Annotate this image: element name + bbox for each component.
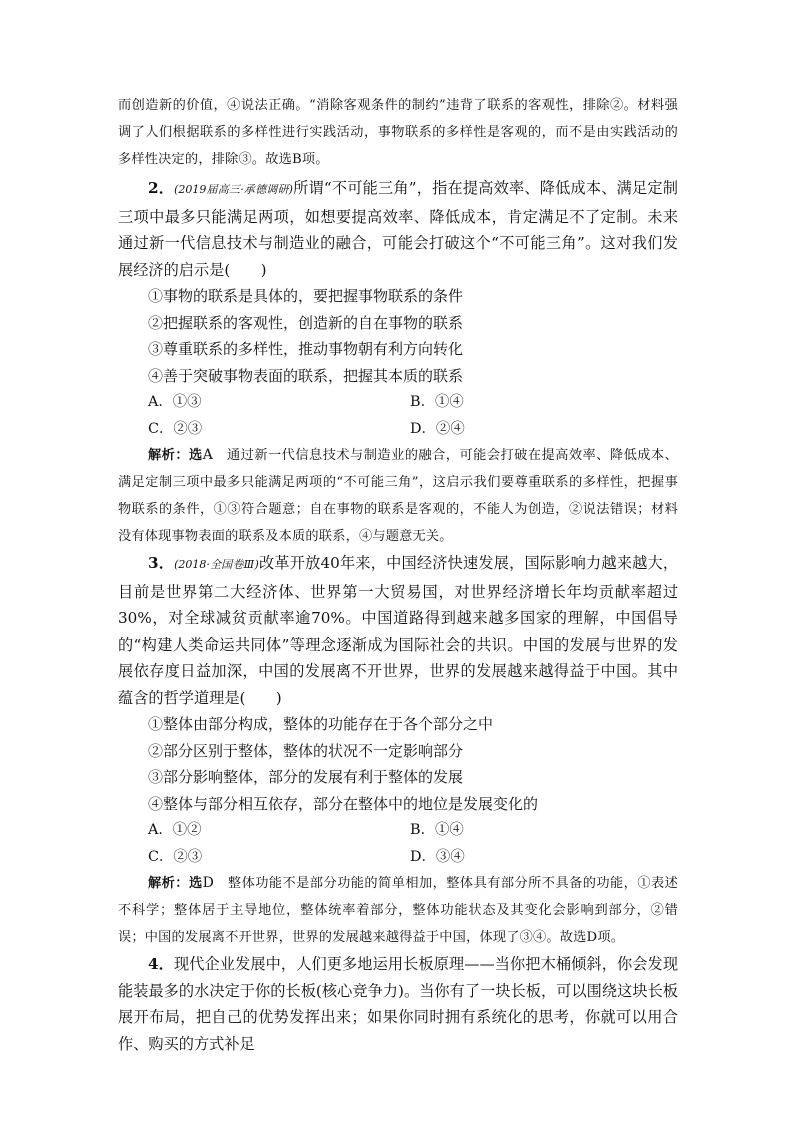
choice-b: B．①④ [410, 394, 464, 410]
option-statement: ①整体由部分构成，整体的功能存在于各个部分之中 [148, 715, 494, 733]
answer-choices [118, 817, 678, 870]
option-statement: ①事物的联系是具体的，要把握事物联系的条件 [148, 287, 464, 305]
question-3 [118, 550, 678, 951]
analysis [118, 442, 678, 550]
question-source: (2019届高三·承德调研) [174, 183, 293, 196]
analysis-text: 整体功能不是部分功能的简单相加，整体具有部分所不具备的功能，①表述不科学；整体居于主导地位，整体统率着部分，整体功能状态及其变化会影响到部分，②错误；中国的发展离不开世界，世界的发展越来越得益于中国，体现了③④。故选D项。 [118, 876, 678, 945]
previous-explanation: 而创造新的价值，④说法正确。“消除客观条件的制约”违背了联系的客观性，排除②。材料强调了人们根据联系的多样性进行实践活动，事物联系的多样性是客观的，而不是由实践活动的多样性决定的，排除③。故选B项。 [118, 98, 678, 167]
question-2-stem [118, 175, 678, 283]
question-4-stem [118, 951, 678, 1057]
question-text: 所谓“不可能三角”，指在提高效率、降低成本、满足定制三项中最多只能满足两项，如想要提高效率、降低成本，肯定满足不了定制。未来通过新一代信息技术与制造业的融合，可能会打破这个“不可能三角”。这对我们发展经济的启示是( ) [118, 179, 678, 279]
question-3-stem [118, 550, 678, 711]
option-statement: ②部分区别于整体，整体的状况不一定影响部分 [148, 741, 464, 760]
question-number: 2． [148, 179, 175, 197]
choice-c: C．②③ [148, 420, 203, 437]
option-statement: ④善于突破事物表面的联系，把握其本质的联系 [148, 366, 464, 385]
analysis-text: 通过新一代信息技术与制造业的融合，可能会打破在提高效率、降低成本、满足定制三项中最多只能满足两项的“不可能三角”，这启示我们要尊重联系的多样性，把握事物联系的条件，①③符合题意；自在事物的联系是客观的，不能人为创造，②说法错误；材料没有体现事物表面的联系及本质的联系，④与题意无关。 [118, 448, 678, 544]
question-text: 改革开放40年来，中国经济快速发展，国际影响力越来越大，目前是世界第二大经济体、世界第一大贸易国，对世界经济增长年均贡献率超过30%，对全球减贫贡献率逾70%。中国道路得到越来越多国家的理解，中国倡导的“构建人类命运共同体”等理念逐渐成为国际社会的共识。中国的发展与世界的发展依存度日益加深，中国的发展离不开世界，世界的发展越来越得益于中国。其中蕴含的哲学道理是( ) [118, 554, 679, 707]
question-number: 3． [148, 554, 175, 572]
analysis-label: 解析：选 [148, 448, 203, 463]
choice-a: A．①③ [148, 394, 202, 410]
answer-choices [118, 389, 678, 442]
question-text: 现代企业发展中，人们更多地运用长板原理——当你把木桶倾斜，你会发现能装最多的水决定于你的长板(核心竞争力)。当你有了一块长板，可以围绕这块长板展开布局，把自己的优势发挥出来；如果你同时拥有系统化的思考，你就可以用合作、购买的方式补足 [118, 955, 679, 1053]
analysis-label: 解析：选 [148, 876, 203, 891]
choice-d: D．③④ [410, 848, 465, 865]
analysis [118, 870, 678, 951]
option-statement: ③尊重联系的多样性，推动事物朝有利方向转化 [148, 340, 464, 358]
question-number: 4． [148, 955, 174, 973]
choice-c: C．②③ [148, 848, 203, 865]
choice-b: B．①④ [410, 822, 464, 838]
question-source: (2018·全国卷Ⅲ) [174, 558, 259, 571]
question-2 [118, 175, 678, 550]
question-4 [118, 951, 678, 1057]
option-statement: ④整体与部分相互依存，部分在整体中的地位是发展变化的 [148, 794, 539, 813]
choice-a: A．①② [148, 822, 202, 838]
document-body [118, 92, 678, 1057]
analysis-answer: D [202, 875, 215, 891]
analysis-answer: A [202, 447, 214, 463]
option-statement: ③部分影响整体，部分的发展有利于整体的发展 [148, 768, 464, 786]
option-statement: ②把握联系的客观性，创造新的自在事物的联系 [148, 313, 464, 332]
choice-d: D．②④ [410, 420, 465, 437]
